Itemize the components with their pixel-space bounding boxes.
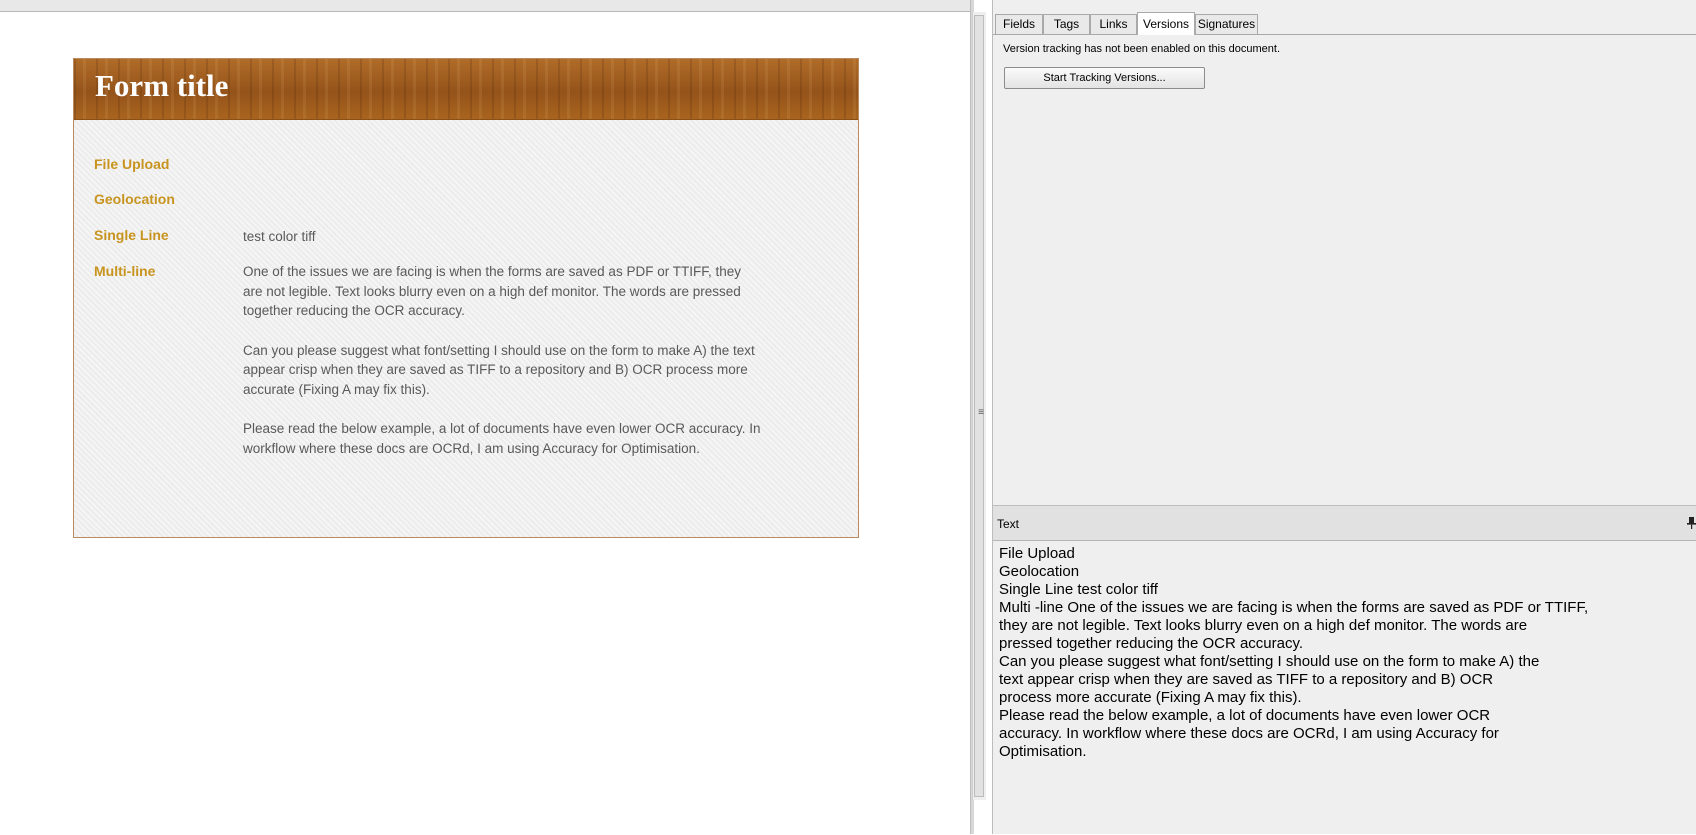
scrollbar-thumb[interactable] xyxy=(974,15,984,797)
field-label-single-line: Single Line xyxy=(94,227,169,243)
form-card xyxy=(73,58,859,538)
document-toolbar-strip xyxy=(0,0,970,12)
field-label-geolocation: Geolocation xyxy=(94,191,175,207)
text-panel xyxy=(993,505,1696,835)
text-line: Can you please suggest what font/setting I should use on the form to make A) the xyxy=(999,653,1540,670)
text-line: Multi -line One of the issues we are facing is when the forms are saved as PDF or TTIFF, xyxy=(999,599,1589,616)
field-label-file-upload: File Upload xyxy=(94,156,170,172)
text-line: Optimisation. xyxy=(999,743,1087,760)
field-value-single-line: test color tiff xyxy=(243,229,316,244)
multi-line-paragraph: Can you please suggest what font/setting I should use on the form to make A) the text appear crisp when they are saved as TIFF to a repository and B) OCR process more accurate (Fixing A may fix this). xyxy=(243,342,755,397)
pin-icon[interactable] xyxy=(1687,517,1696,529)
document-view xyxy=(0,12,970,834)
tab-signatures[interactable]: Signatures xyxy=(1195,14,1258,34)
field-label-multi-line: Multi-line xyxy=(94,263,156,279)
text-line: Please read the below example, a lot of documents have even lower OCR xyxy=(999,707,1491,724)
form-title: Form title xyxy=(95,68,229,103)
tab-fields[interactable]: Fields xyxy=(995,14,1043,34)
scrollbar-grip-icon: ≡ xyxy=(978,407,984,418)
text-line: process more accurate (Fixing A may fix this). xyxy=(999,689,1302,706)
text-panel-header xyxy=(993,506,1696,541)
start-tracking-versions-button[interactable]: Start Tracking Versions... xyxy=(1004,67,1205,89)
extracted-text-content[interactable] xyxy=(993,541,1696,765)
panel-tabs xyxy=(993,12,1696,35)
properties-panel xyxy=(992,0,1696,834)
text-line: they are not legible. Text looks blurry even on a high def monitor. The words are xyxy=(999,617,1528,634)
versions-status-message: Version tracking has not been enabled on this document. xyxy=(1003,43,1281,55)
text-line: File Upload xyxy=(999,545,1075,562)
field-value-multi-line xyxy=(243,262,763,478)
form-header xyxy=(74,59,858,120)
text-panel-title: Text xyxy=(997,517,1020,531)
text-line: text appear crisp when they are saved as TIFF to a repository and B) OCR xyxy=(999,671,1494,688)
tab-versions[interactable]: Versions xyxy=(1137,12,1195,35)
tab-tags[interactable]: Tags xyxy=(1043,14,1090,34)
document-scrollbar[interactable] xyxy=(972,12,986,800)
text-line: Single Line test color tiff xyxy=(999,581,1158,598)
multi-line-paragraph: One of the issues we are facing is when the forms are saved as PDF or TTIFF, they are not legible. Text looks blurry even on a high def monitor. The words are pressed together reducing the OCR accuracy. xyxy=(243,264,741,318)
text-line: Geolocation xyxy=(999,563,1080,580)
multi-line-paragraph: Please read the below example, a lot of documents have even lower OCR accuracy. In workflow where these docs are OCRd, I am using Accuracy for Optimisation. xyxy=(243,421,761,456)
text-line: accuracy. In workflow where these docs are OCRd, I am using Accuracy for xyxy=(999,725,1499,742)
text-line: pressed together reducing the OCR accuracy. xyxy=(999,635,1304,652)
tab-links[interactable]: Links xyxy=(1090,14,1137,34)
